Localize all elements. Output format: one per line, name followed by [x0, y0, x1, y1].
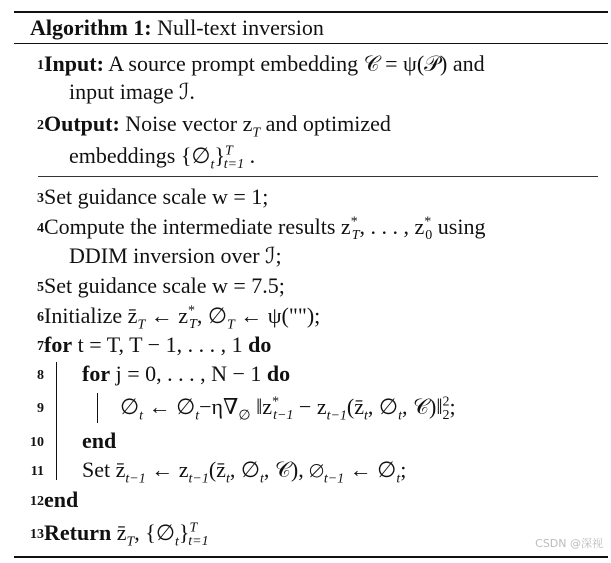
io-rule — [38, 176, 598, 177]
title-rule — [14, 43, 608, 44]
for-t-block-bar — [56, 362, 57, 480]
algorithm-title: Algorithm 1: Null-text inversion — [30, 15, 324, 40]
watermark: CSDN @深视 — [535, 537, 603, 550]
bottom-rule — [14, 556, 608, 558]
for-j-block-bar — [97, 393, 98, 423]
